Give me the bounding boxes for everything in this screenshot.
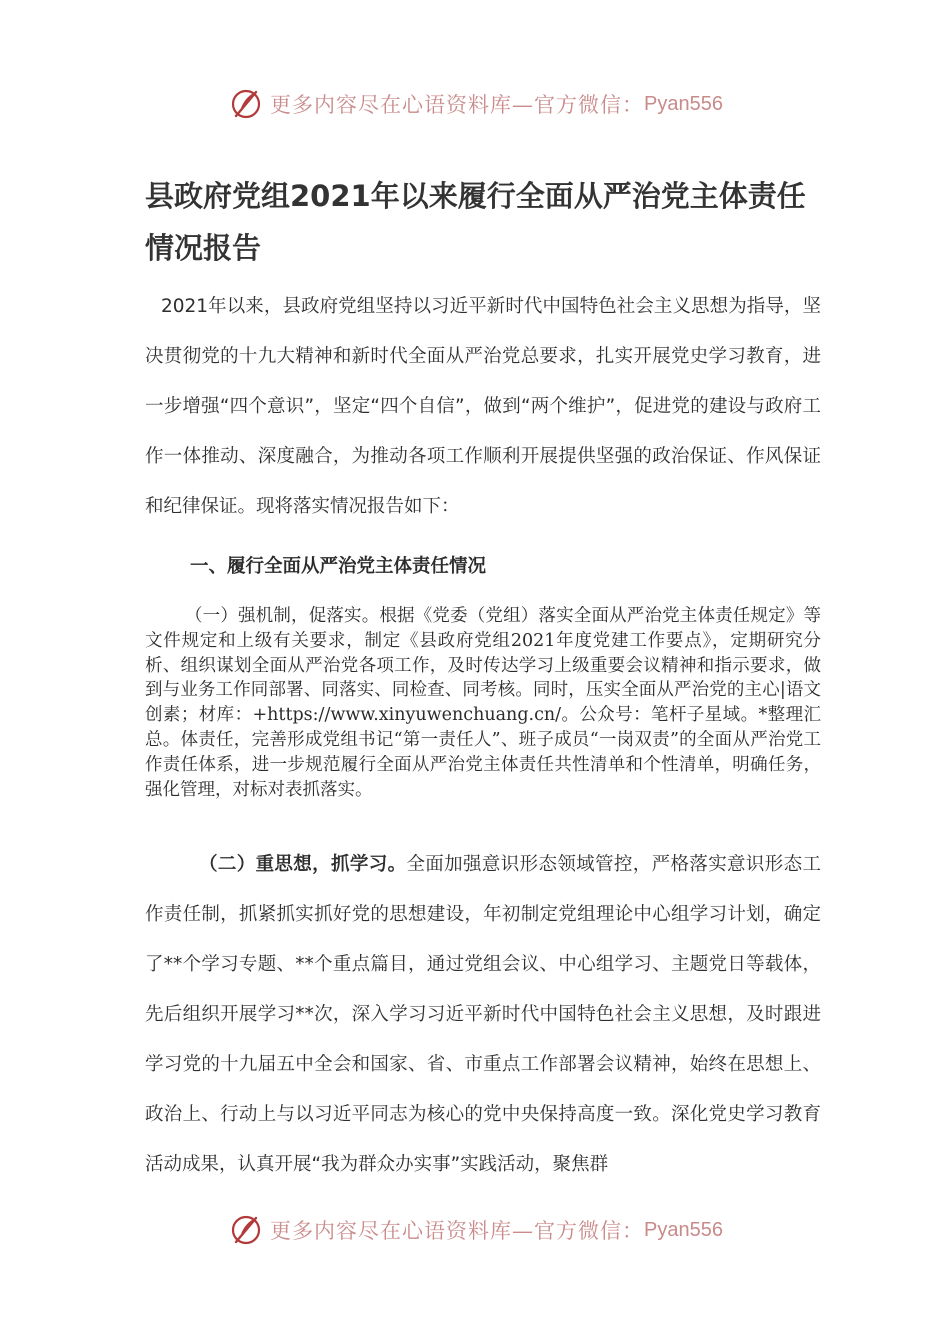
item-2-paragraph [145, 840, 821, 1190]
watermark-text: 更多内容尽在心语资料库—官方微信： [270, 93, 644, 117]
quill-logo-icon [228, 1212, 264, 1248]
intro-paragraph: 2021年以来，县政府党组坚持以习近平新时代中国特色社会主义思想为指导，坚决贯彻党的十九大精神和新时代全面从严治党总要求，扎实开展党史学习教育，进一步增强“四个意识”，坚定“四个自信”，做到“两个维护”，促进党的建设与政府工作一体推动、深度融合，为推动各项工作顺利开展提供坚强的政治保证、作风保证和纪律保证。现将落实情况报告如下： [145, 296, 821, 517]
watermark-wechat-id: Pyan556 [644, 92, 723, 115]
watermark-wechat-id: Pyan556 [644, 1218, 723, 1241]
item-2-body: 全面加强意识形态领域管控，严格落实意识形态工作责任制，抓紧抓实抓好党的思想建设，年初制定党组理论中心组学习计划，确定了**个学习专题、**个重点篇目，通过党组会议、中心组学习、主题党日等载体，先后组织开展学习**次，深入学习习近平新时代中国特色社会主义思想，及时跟进学习党的十九届五中全会和国家、省、市重点工作部署会议精神，始终在思想上、政治上、行动上与以习近平同志为核心的党中央保持高度一致。深化党史学习教育活动成果，认真开展“我为群众办实事”实践活动，聚焦群 [145, 854, 821, 1175]
section-heading-1: 一、履行全面从严治党主体责任情况 [190, 556, 487, 577]
item-1-paragraph: （一）强机制，促落实。根据《党委（党组）落实全面从严治党主体责任规定》等文件规定和上级有关要求，制定《县政府党组2021年度党建工作要点》，定期研究分析、组织谋划全面从严治党各项工作，及时传达学习上级重要会议精神和指示要求，做到与业务工作同部署、同落实、同检查、同考核。同时，压实全面从严治党的主心|语文创素；材库：+https://www.xinyuwenchuang.cn/。公众号：笔杆子星域。*整理汇总。体责任，完善形成党组书记“第一责任人”、班子成员“一岗双责”的全面从严治党工作责任体系，进一步规范履行全面从严治党主体责任共性清单和个性清单，明确任务，强化管理，对标对表抓落实。 [145, 606, 821, 800]
item-2-lead: （二）重思想，抓学习。 [199, 854, 407, 875]
watermark-footer [228, 1210, 723, 1250]
watermark-text: 更多内容尽在心语资料库—官方微信： [270, 1219, 644, 1243]
document-title: 县政府党组2021年以来履行全面从严治党主体责任情况报告 [145, 179, 806, 265]
watermark-header [228, 84, 723, 124]
quill-logo-icon [228, 86, 264, 122]
